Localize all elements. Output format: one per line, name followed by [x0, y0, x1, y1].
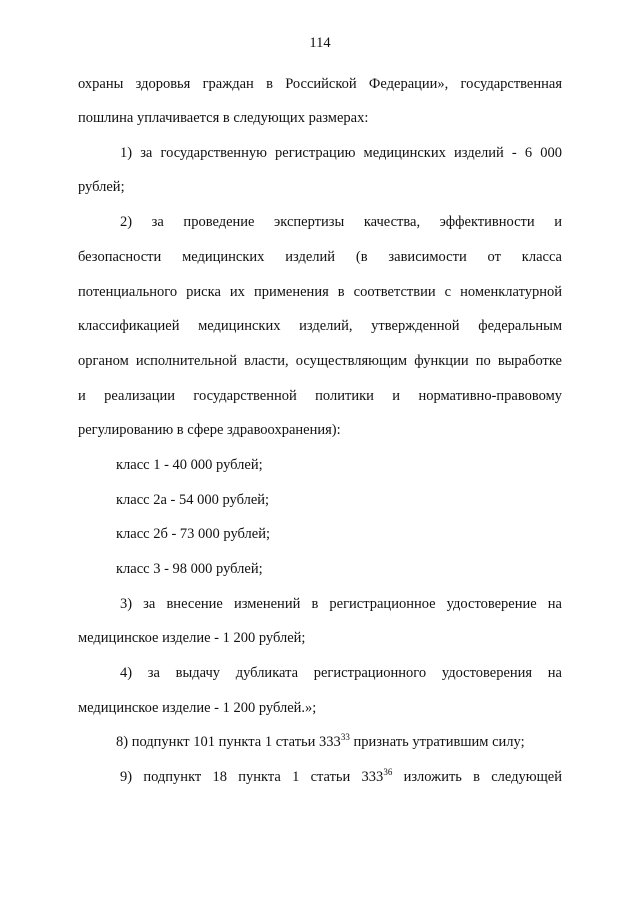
item-8-text-end: признать утратившим силу; — [349, 734, 525, 750]
text-line: органом исполнительной власти, осуществляющим функции по выработке — [78, 353, 562, 369]
text-line: медицинское изделие - 1 200 рублей; — [78, 630, 306, 646]
text-line: классификацией медицинских изделий, утвержденной федеральным — [78, 318, 562, 334]
class-line: класс 3 - 98 000 рублей; — [116, 561, 263, 577]
text-line: медицинское изделие - 1 200 рублей.»; — [78, 700, 317, 716]
text-line: и реализации государственной политики и нормативно-правовому — [78, 388, 562, 404]
list-item-3: 3) за внесение изменений в регистрационное удостоверение на — [120, 596, 562, 612]
item-9-text-end: изложить в следующей — [392, 769, 562, 785]
page-number: 114 — [309, 35, 331, 51]
list-item-1: 1) за государственную регистрацию медицинских изделий - 6 000 — [120, 145, 562, 161]
list-item-8 — [116, 734, 525, 751]
item-8-text: 8) подпункт 101 пункта 1 статьи 333 — [116, 734, 341, 750]
superscript: 33 — [340, 732, 350, 742]
class-line: класс 2б - 73 000 рублей; — [116, 526, 271, 542]
text-line: потенциального риска их применения в соответствии с номенклатурной — [78, 284, 562, 300]
text-line: рублей; — [78, 179, 125, 195]
list-item-2: 2) за проведение экспертизы качества, эффективности и — [120, 214, 562, 230]
class-line: класс 1 - 40 000 рублей; — [116, 457, 263, 473]
text-line: безопасности медицинских изделий (в зависимости от класса — [78, 249, 562, 265]
text-line: пошлина уплачивается в следующих размерах: — [78, 110, 369, 126]
list-item-9 — [120, 769, 562, 786]
superscript: 36 — [383, 767, 393, 777]
item-9-text: 9) подпункт 18 пункта 1 статьи 333 — [120, 769, 384, 785]
list-item-4: 4) за выдачу дубликата регистрационного удостоверения на — [120, 665, 562, 681]
text-line: охраны здоровья граждан в Российской Федерации», государственная — [78, 76, 562, 92]
text-line: регулированию в сфере здравоохранения): — [78, 422, 341, 438]
class-line: класс 2а - 54 000 рублей; — [116, 492, 270, 508]
